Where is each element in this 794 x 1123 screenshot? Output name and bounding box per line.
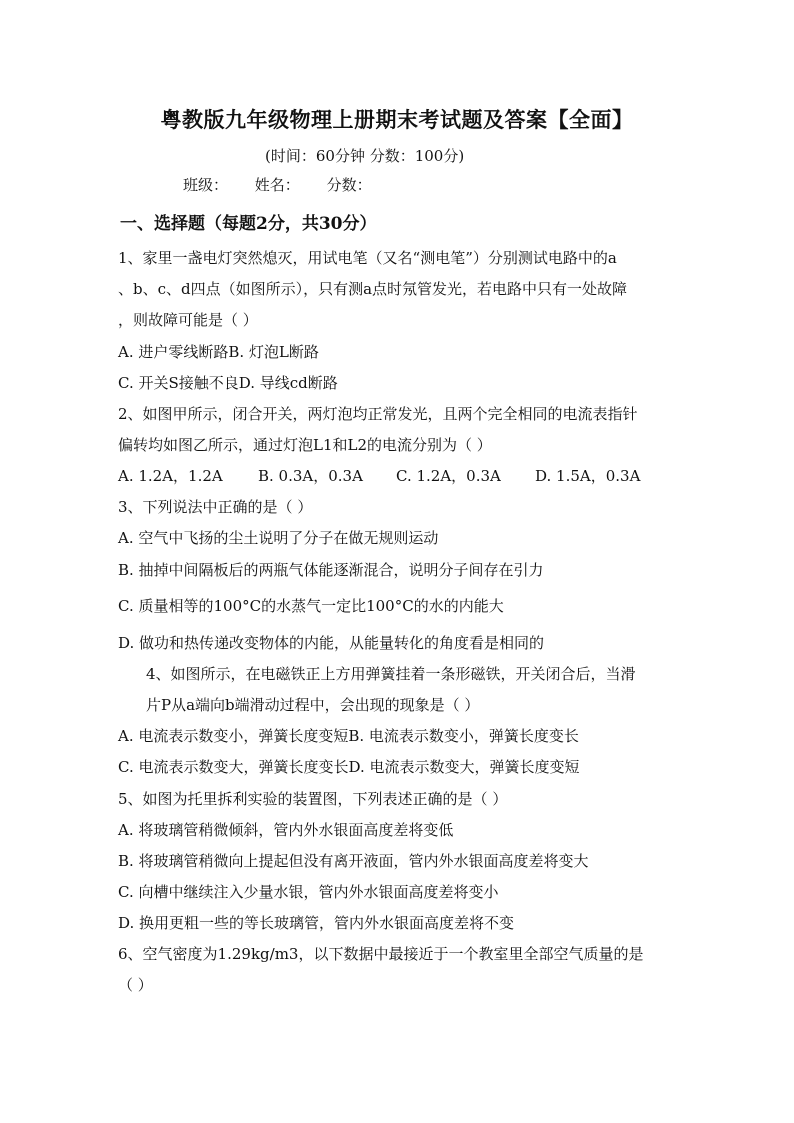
- question-2-option-a: A. 1.2A，1.2A: [118, 467, 223, 485]
- score-label: 分数：: [326, 176, 372, 194]
- question-5-option-b: B. 将玻璃管稍微向上提起但没有离开液面，管内外水银面高度差将变大: [118, 852, 589, 870]
- question-1-line-3: ，则故障可能是（ ）: [118, 311, 258, 329]
- name-label: 姓名：: [254, 176, 300, 194]
- page-title: 粤教版九年级物理上册期末考试题及答案【全面】: [160, 107, 634, 132]
- question-2-line-2: 偏转均如图乙所示，通过灯泡L1和L2的电流分别为（ ）: [118, 436, 492, 454]
- question-4-line-2: 片P从a端向b端滑动过程中，会出现的现象是（ ）: [146, 696, 480, 714]
- question-2-options: [118, 466, 640, 486]
- class-label: 班级：: [183, 176, 229, 194]
- question-3-option-d: D. 做功和热传递改变物体的内能，从能量转化的角度看是相同的: [118, 634, 545, 652]
- question-4-options-cd: C. 电流表示数变大，弹簧长度变长D. 电流表示数变大，弹簧长度变短: [118, 758, 580, 776]
- question-5-option-d: D. 换用更粗一些的等长玻璃管，管内外水银面高度差将不变: [118, 914, 515, 932]
- question-4-line-1: 4、如图所示，在电磁铁正上方用弹簧挂着一条形磁铁，开关闭合后，当滑: [146, 665, 636, 683]
- question-3-option-b: B. 抽掉中间隔板后的两瓶气体能逐渐混合，说明分子间存在引力: [118, 561, 544, 579]
- question-1-options-cd: C. 开关S接触不良D. 导线cd断路: [118, 374, 338, 392]
- question-3-option-c: C. 质量相等的100°C的水蒸气一定比100°C的水的内能大: [118, 597, 504, 615]
- question-2-option-c: C. 1.2A，0.3A: [396, 467, 501, 485]
- student-info-row: [183, 174, 394, 195]
- question-2-option-d: D. 1.5A，0.3A: [535, 467, 641, 485]
- question-6-line-2: （ ）: [118, 976, 153, 994]
- question-3-option-a: A. 空气中飞扬的尘土说明了分子在做无规则运动: [118, 529, 439, 547]
- question-5-option-a: A. 将玻璃管稍微倾斜，管内外水银面高度差将变低: [118, 821, 454, 839]
- question-2-line-1: 2、如图甲所示，闭合开关，两灯泡均正常发光，且两个完全相同的电流表指针: [118, 405, 638, 423]
- question-5-option-c: C. 向槽中继续注入少量水银，管内外水银面高度差将变小: [118, 883, 499, 901]
- question-1-options-ab: A. 进户零线断路B. 灯泡L断路: [118, 343, 319, 361]
- question-4-options-ab: A. 电流表示数变小，弹簧长度变短B. 电流表示数变小，弹簧长度变长: [118, 727, 579, 745]
- question-6-line-1: 6、空气密度为1.29kg/m3，以下数据中最接近于一个教室里全部空气质量的是: [118, 945, 644, 963]
- question-1-line-2: 、b、c、d四点（如图所示），只有测a点时氖管发光，若电路中只有一处故障: [118, 280, 628, 298]
- question-3-line-1: 3、下列说法中正确的是（ ）: [118, 498, 313, 516]
- section-heading: 一、选择题（每题2分，共30分）: [120, 214, 377, 234]
- question-1-line-1: 1、家里一盏电灯突然熄灭，用试电笔（又名“测电笔”）分别测试电路中的a: [118, 249, 617, 267]
- question-5-line-1: 5、如图为托里拆利实验的装置图，下列表述正确的是（ ）: [118, 790, 508, 808]
- question-2-option-b: B. 0.3A，0.3A: [258, 467, 363, 485]
- exam-time-score: (时间：60分钟 分数：100分): [265, 147, 465, 165]
